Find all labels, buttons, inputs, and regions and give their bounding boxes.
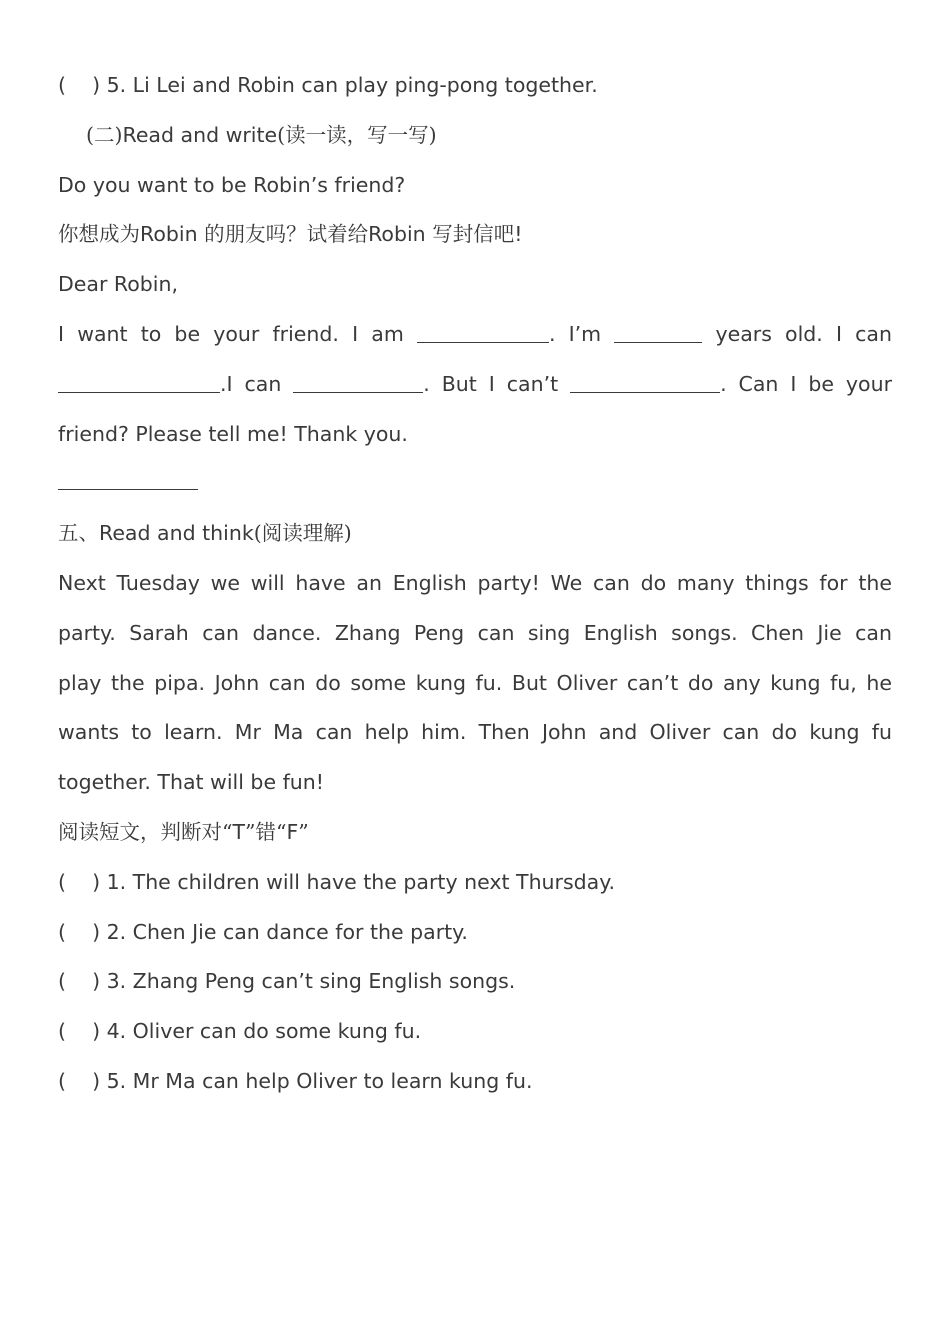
question-text: 2. Chen Jie can dance for the party. — [106, 919, 468, 944]
letter-line-3: friend? Please tell me! Thank you. — [58, 421, 408, 446]
question-text: 1. The children will have the party next Thursday. — [106, 869, 615, 894]
prompt-question: Do you want to be Robin’s friend? — [58, 172, 406, 197]
question-text: 5. Li Lei and Robin can play ping-pong together. — [106, 73, 598, 97]
blank-can-1[interactable] — [58, 368, 220, 393]
passage-line: together. That will be fun! — [58, 770, 324, 795]
section-two-heading — [58, 111, 892, 161]
prev-question-5 — [58, 61, 892, 111]
blank-name[interactable] — [417, 318, 549, 343]
answer-parentheses[interactable]: ( ) — [58, 869, 101, 894]
question-text: 3. Zhang Peng can’t sing English songs. — [106, 969, 516, 994]
answer-parentheses[interactable]: ( ) — [58, 969, 101, 994]
answer-parentheses[interactable]: ( ) — [58, 1019, 101, 1044]
tf-instruction: 阅读短文，判断对“T”错“F” — [58, 819, 309, 844]
blank-signature[interactable] — [58, 467, 198, 490]
blank-can-2[interactable] — [293, 368, 423, 393]
passage-line: Next Tuesday we will have an English party! We can do many things for the — [58, 570, 892, 595]
section-number: 五、 — [58, 521, 99, 546]
signature-line — [58, 459, 892, 509]
answer-parentheses[interactable]: ( ) — [58, 73, 101, 97]
question-text: 4. Oliver can do some kung fu. — [106, 1019, 422, 1044]
worksheet-page — [58, 61, 892, 1107]
blank-age[interactable] — [614, 318, 702, 343]
question-text: 5. Mr Ma can help Oliver to learn kung fu. — [106, 1068, 533, 1093]
instruction-cn: 你想成为Robin 的朋友吗？试着给Robin 写封信吧! — [58, 222, 523, 247]
section-five-heading — [58, 509, 892, 559]
answer-parentheses[interactable]: ( ) — [58, 919, 101, 944]
tf-question-5 — [58, 1057, 892, 1107]
section-title-cn: (读一读，写一写) — [277, 122, 437, 147]
letter-line-2: .I can . But I can’t . Can I be your — [58, 360, 892, 410]
letter-greeting: Dear Robin, — [58, 272, 178, 297]
answer-parentheses[interactable]: ( ) — [58, 1068, 101, 1093]
passage-line: wants to learn. Mr Ma can help him. Then John and Oliver can do kung fu — [58, 720, 892, 745]
section-number: (二) — [86, 122, 123, 147]
section-title-cn: (阅读理解) — [253, 521, 352, 546]
section-title: Read and think — [99, 521, 254, 546]
section-title: Read and write — [122, 122, 278, 147]
passage-line: party. Sarah can dance. Zhang Peng can sing English songs. Chen Jie can — [58, 620, 892, 645]
tf-question-1 — [58, 858, 892, 908]
tf-question-3 — [58, 957, 892, 1007]
blank-cant[interactable] — [570, 368, 720, 393]
letter-line-1: I want to be your friend. I am . I’m years old. I can — [58, 310, 892, 360]
passage-line: play the pipa. John can do some kung fu. But Oliver can’t do any kung fu, he — [58, 670, 892, 695]
tf-question-4 — [58, 1007, 892, 1057]
tf-question-2 — [58, 908, 892, 958]
